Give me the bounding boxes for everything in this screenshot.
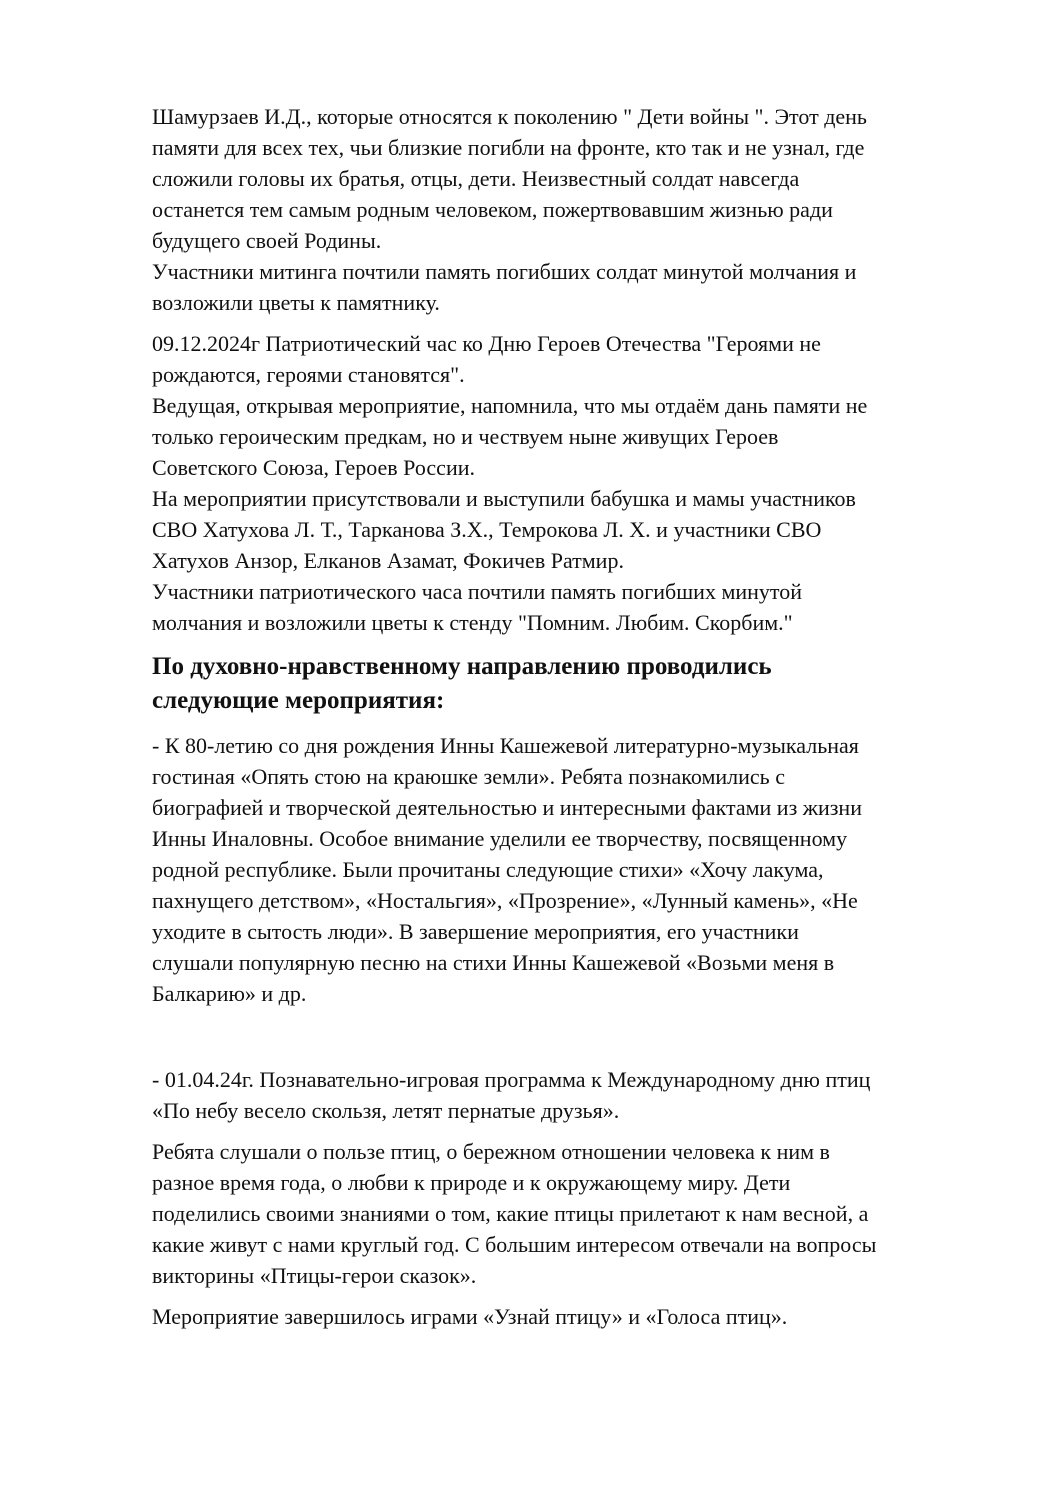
paragraph-birds-day <box>152 1064 982 1126</box>
text-line: биографией и творческой деятельностью и интересными фактами из жизни <box>152 795 862 820</box>
text-line: Шамурзаев И.Д., которые относятся к поколению " Дети войны ". Этот день <box>152 104 867 129</box>
paragraph-memorial-day <box>152 101 982 318</box>
text-line: памяти для всех тех, чьи близкие погибли на фронте, кто так и не узнал, где <box>152 135 865 160</box>
text-line: - 01.04.24г. Познавательно-игровая программа к Международному дню птиц <box>152 1067 871 1092</box>
text-line: - К 80-летию со дня рождения Инны Кашежевой литературно-музыкальная <box>152 733 859 758</box>
text-line: Хатухов Анзор, Елканов Азамат, Фокичев Ратмир. <box>152 548 624 573</box>
text-line: Инны Иналовны. Особое внимание уделили ее творчеству, посвященному <box>152 826 848 851</box>
text-line: только героическим предкам, но и чествуем ныне живущих Героев <box>152 424 779 449</box>
text-line: гостиная «Опять стою на краюшке земли». Ребята познакомились с <box>152 764 785 789</box>
text-line: Участники митинга почтили память погибших солдат минутой молчания и <box>152 259 857 284</box>
text-line: уходите в сытость люди». В завершение мероприятия, его участники <box>152 919 799 944</box>
text-line: возложили цветы к памятнику. <box>152 290 440 315</box>
text-line: Участники патриотического часа почтили память погибших минутой <box>152 579 803 604</box>
text-line: СВО Хатухова Л. Т., Тарканова З.Х., Темрокова Л. Х. и участники СВО <box>152 517 822 542</box>
text-line: Ведущая, открывая мероприятие, напомнила, что мы отдаём дань памяти не <box>152 393 868 418</box>
text-line: рождаются, героями становятся". <box>152 362 465 387</box>
text-line: будущего своей Родины. <box>152 228 382 253</box>
section-heading <box>152 650 982 718</box>
text-line: Мероприятие завершилось играми «Узнай птицу» и «Голоса птиц». <box>152 1304 788 1329</box>
heading-line: следующие мероприятия: <box>152 687 445 714</box>
paragraph-birds-description <box>152 1136 982 1291</box>
paragraph-heroes-day <box>152 328 982 638</box>
text-line: разное время года, о любви к природе и к окружающему миру. Дети <box>152 1170 791 1195</box>
text-line: Советского Союза, Героев России. <box>152 455 475 480</box>
text-line: родной республике. Были прочитаны следующие стихи» «Хочу лакума, <box>152 857 824 882</box>
text-line: викторины «Птицы-герои сказок». <box>152 1263 477 1288</box>
document-body <box>152 101 982 1332</box>
text-line: какие живут с нами круглый год. С большим интересом отвечали на вопросы <box>152 1232 877 1257</box>
heading-line: По духовно-нравственному направлению проводились <box>152 653 772 680</box>
text-line: пахнущего детством», «Ностальгия», «Прозрение», «Лунный камень», «Не <box>152 888 858 913</box>
text-line: сложили головы их братья, отцы, дети. Неизвестный солдат навсегда <box>152 166 800 191</box>
paragraph-kashezheva <box>152 730 982 1009</box>
text-line: На мероприятии присутствовали и выступили бабушка и мамы участников <box>152 486 856 511</box>
text-line: «По небу весело скользя, летят пернатые друзья». <box>152 1098 620 1123</box>
text-line: поделились своими знаниями о том, какие птицы прилетают к нам весной, а <box>152 1201 869 1226</box>
text-line: Ребята слушали о пользе птиц, о бережном отношении человека к ним в <box>152 1139 830 1164</box>
text-line: останется тем самым родным человеком, пожертвовавшим жизнью ради <box>152 197 833 222</box>
text-line: слушали популярную песню на стихи Инны Кашежевой «Возьми меня в <box>152 950 835 975</box>
text-line: молчания и возложили цветы к стенду "Помним. Любим. Скорбим." <box>152 610 793 635</box>
paragraph-event-ending <box>152 1301 982 1332</box>
text-line: Балкарию» и др. <box>152 981 307 1006</box>
text-line: 09.12.2024г Патриотический час ко Дню Героев Отечества "Героями не <box>152 331 821 356</box>
